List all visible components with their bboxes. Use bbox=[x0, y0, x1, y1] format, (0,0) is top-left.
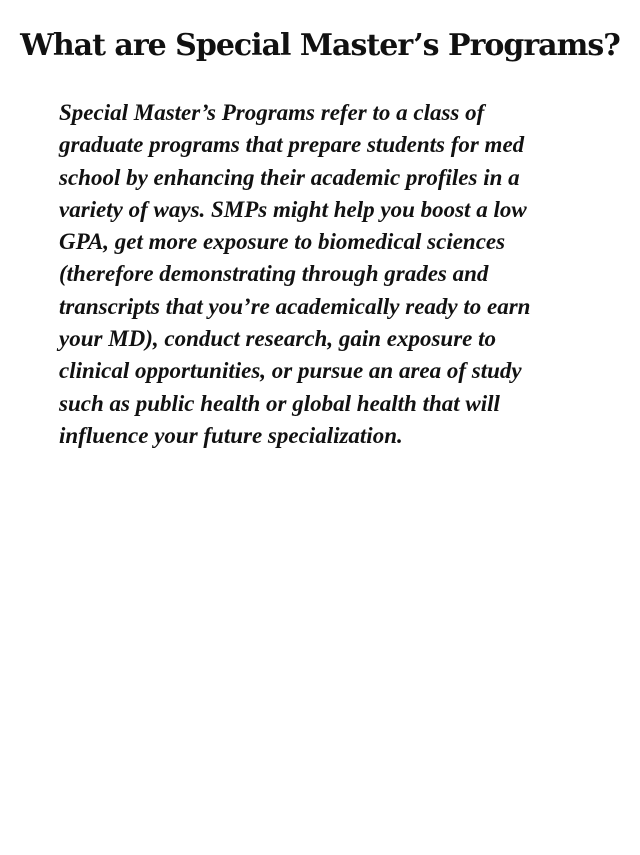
body-paragraph bbox=[59, 97, 589, 452]
page-title: What are Special Master’s Programs? bbox=[20, 28, 620, 63]
paragraph-line: clinical opportunities, or pursue an area of study bbox=[59, 358, 522, 384]
paragraph-line: variety of ways. SMPs might help you boost a low bbox=[59, 196, 527, 222]
paragraph-line: such as public health or global health that will bbox=[59, 390, 500, 416]
paragraph-line: GPA, get more exposure to biomedical sciences bbox=[59, 229, 506, 255]
paragraph-line: school by enhancing their academic profiles in a bbox=[59, 164, 520, 190]
paragraph-line: influence your future specialization. bbox=[59, 422, 403, 448]
paragraph-line: graduate programs that prepare students for med bbox=[59, 132, 525, 158]
paragraph-line: (therefore demonstrating through grades and bbox=[59, 261, 489, 287]
paragraph-line: transcripts that you’re academically ready to earn bbox=[59, 293, 531, 319]
paragraph-line: your MD), conduct research, gain exposure to bbox=[59, 326, 497, 352]
paragraph-line: Special Master’s Programs refer to a class of bbox=[59, 100, 485, 125]
